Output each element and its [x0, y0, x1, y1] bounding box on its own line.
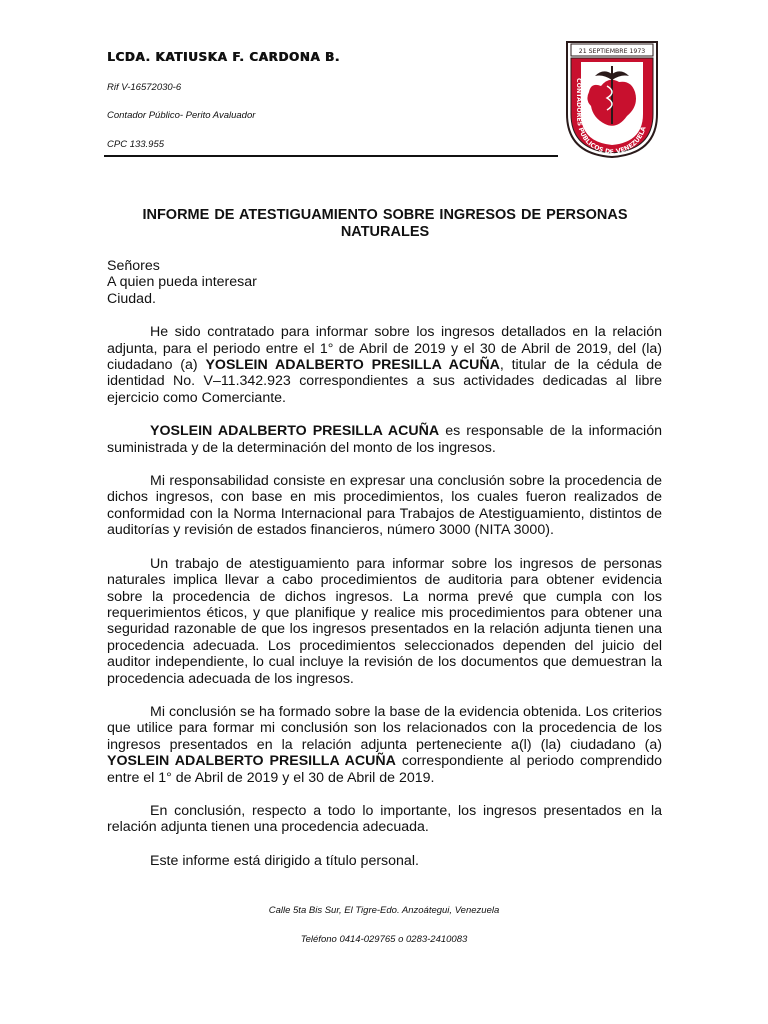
- letterhead: [0, 0, 768, 170]
- greeting-line: Ciudad.: [107, 290, 156, 307]
- college-seal-icon: [561, 36, 663, 158]
- cpc-line: CPC 133.955: [107, 139, 165, 150]
- greeting-line: A quien pueda interesar: [107, 274, 257, 291]
- paragraph-engagement: [107, 324, 662, 406]
- paragraph-responsibility-client: [107, 423, 662, 456]
- paragraph-standard: Un trabajo de atestiguamiento para informar sobre los ingresos de personas naturales implica llevar a cabo procedimientos de auditoria para obtener evidencia sobre la procedencia de dichos ingresos. La norma prevé que cumpla con los requerimientos éticos, y que planifique y realice mis procedimientos para obtener una seguridad razonable de que los ingresos presentados en la relación adjunta tienen una procedencia adecuada. Los procedimientos seleccionados dependen del juicio del auditor independiente, lo cual incluye la revisión de los documentos que demuestran la procedencia adecuada de los ingresos.: [107, 555, 662, 687]
- paragraph-text: , titular de la cédula de identidad No. V–11.342.923 correspondientes a sus actividades dedicadas al libre ejercicio como Comerciante.: [107, 357, 662, 406]
- paragraph-text: correspondiente al periodo comprendido entre el 1° de Abril de 2019 y el 30 de Abril de 2019.: [107, 753, 662, 786]
- header-divider: [104, 155, 558, 157]
- paragraph-conclusion-basis: [107, 704, 662, 786]
- client-name: YOSLEIN ADALBERTO PRESILLA ACUÑA: [205, 357, 500, 374]
- profession-line: Contador Público- Perito Avaluador: [107, 110, 256, 121]
- document-title: INFORME DE ATESTIGUAMIENTO SOBRE INGRESOS DE PERSONAS NATURALES: [142, 207, 628, 240]
- paragraph-text: Mi conclusión se ha formado sobre la base de la evidencia obtenida. Los criterios que utilice para formar mi conclusión son los relacionados con la procedencia de los ingresos presentados en la relación adjunta perteneciente a(l) (la) ciudadano (a): [107, 703, 662, 753]
- footer-phone: Teléfono 0414-029765 o 0283-2410083: [300, 934, 468, 945]
- paragraph-text: es responsable de la información suministrada y de la determinación del monto de los ingresos.: [107, 423, 662, 456]
- accountant-name: LCDA. KATIUSKA F. CARDONA B.: [107, 50, 340, 64]
- seal-ring-text: CONTADORES PUBLICOS DE VENEZUELA: [574, 78, 648, 157]
- paragraph-conclusion: En conclusión, respecto a todo lo importante, los ingresos presentados en la relación adjunta tienen una procedencia adecuada.: [107, 802, 662, 836]
- paragraph-responsibility-auditor: Mi responsabilidad consiste en expresar una conclusión sobre la procedencia de dichos ingresos, con base en mis procedimientos, los cuales fueron realizados de conformidad con la Norma Internacional para Trabajos de Atestiguamiento, distintos de auditorías y revisión de estados financieros, número 3000 (NITA 3000).: [107, 473, 662, 539]
- client-name: YOSLEIN ADALBERTO PRESILLA ACUÑA: [150, 423, 440, 440]
- greeting-block: [107, 258, 662, 307]
- letter-body: [107, 258, 662, 869]
- seal-date: 21 SEPTIEMBRE 1973: [578, 48, 646, 55]
- rif-line: Rif V-16572030-6: [107, 82, 182, 93]
- paragraph-purpose: Este informe está dirigido a título personal.: [150, 852, 419, 869]
- paragraph-text: He sido contratado para informar sobre los ingresos detallados en la relación adjunta, para el periodo entre el 1° de Abril de 2019 y el 30 de Abril de 2019, del (la) ciudadano (a): [107, 324, 662, 374]
- greeting-line: Señores: [107, 258, 160, 274]
- client-name: YOSLEIN ADALBERTO PRESILLA ACUÑA: [107, 753, 396, 770]
- footer-address: Calle 5ta Bis Sur, El Tigre-Edo. Anzoátegui, Venezuela: [268, 905, 500, 916]
